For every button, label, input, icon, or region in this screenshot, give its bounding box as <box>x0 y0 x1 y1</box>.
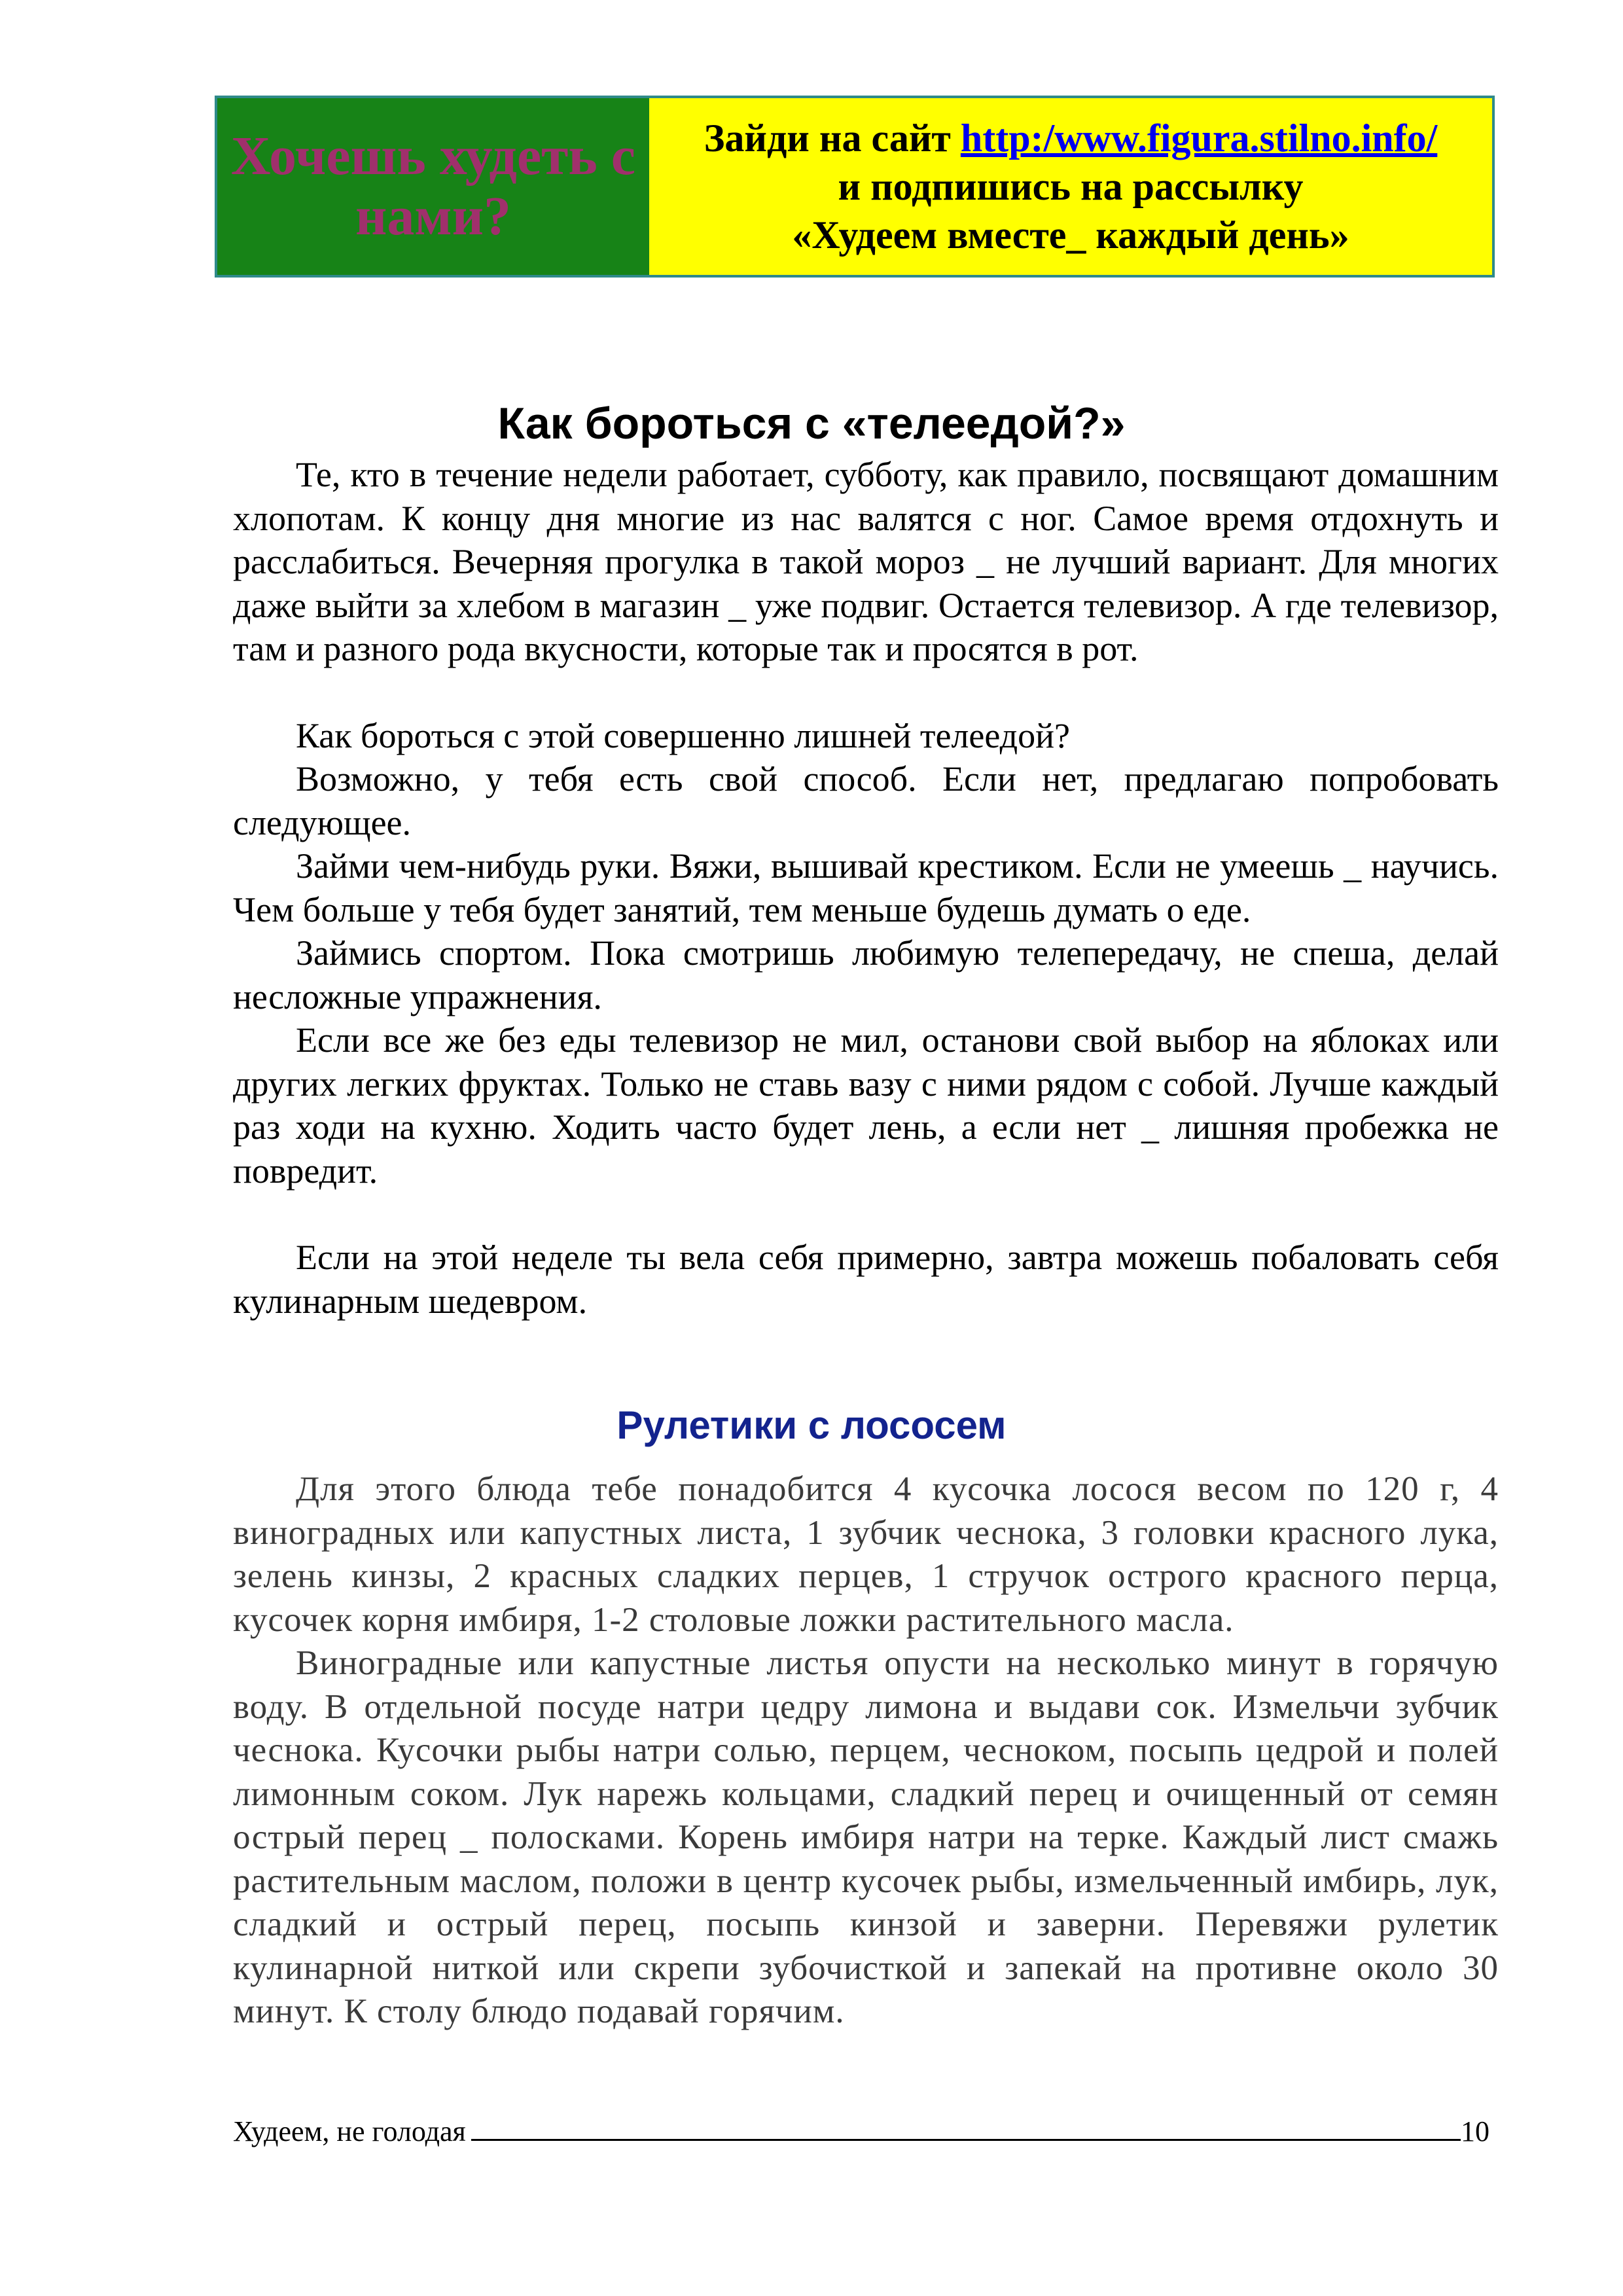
banner-prefix: Зайди на сайт <box>704 117 961 160</box>
banner-line-2: и подпишись на рассылку <box>838 165 1304 208</box>
paragraph: Те, кто в течение недели работает, субботу, как правило, посвящают домашним хлопотам. К концу дня многие из нас валятся с ног. Самое время отдохнуть и расслабиться. Вечерняя прогулка в такой мороз _ не лучший вариант. Для многих даже выйти за хлебом в магазин _ уже подвиг. Остается телевизор. А где телевизор, там и разного рода вкусности, которые так и просятся в рот. <box>233 455 1499 668</box>
banner-line-3: «Худеем вместе_ каждый день» <box>792 213 1349 257</box>
footer-title: Худеем, не голодая <box>233 2115 466 2147</box>
page-footer <box>233 2113 1489 2149</box>
paragraph: Для этого блюда тебе понадобится 4 кусочка лосося весом по 120 г, 4 виноградных или капустных листа, 1 зубчик чеснока, 3 головки красного лука, зелень кинзы, 2 красных сладких перцев, 1 стручок острого красного перца, кусочек корня имбиря, 1-2 столовые ложки растительного масла. <box>233 1470 1499 1639</box>
banner-line-1 <box>704 114 1438 162</box>
paragraph: Виноградные или капустные листья опусти на несколько минут в горячую воду. В отдельной посуде натри цедру лимона и выдави сок. Измельчи зубчик чеснока. Кусочки рыбы натри солью, перцем, чесноком, посыпь цедрой и полей лимонным соком. Лук нарежь кольцами, сладкий перец и очищенный от семян острый перец _ полосками. Корень имбиря натри на терке. Каждый лист смажь растительным маслом, положи в центр кусочек рыбы, измельченный имбирь, лук, сладкий и острый перец, посыпь кинзой и заверни. Перевяжи рулетик кулинарной ниткой или скрепи зубочисткой и запекай на противне около 30 минут. К столу блюдо подавай горячим. <box>233 1644 1499 2030</box>
paragraph: Как бороться с этой совершенно лишней телеедой? <box>296 715 1070 755</box>
promo-banner <box>215 96 1495 278</box>
article-title: Как бороться с «телеедой?» <box>497 399 1126 448</box>
banner-left-panel <box>217 98 649 275</box>
paragraph: Займись спортом. Пока смотришь любимую телепередачу, не спеша, делай несложные упражнения. <box>233 933 1499 1016</box>
article-body <box>233 453 1499 1323</box>
paragraph: Если на этой неделе ты вела себя примерно, завтра можешь побаловать себя кулинарным шедевром. <box>233 1238 1499 1321</box>
paragraph: Если все же без еды телевизор не мил, останови свой выбор на яблоках или других легких фруктах. Только не ставь вазу с ними рядом с собой. Лучше каждый раз ходи на кухню. Ходить часто будет лень, а если нет _ лишняя пробежка не повредит. <box>233 1020 1499 1191</box>
recipe-body <box>233 1467 1499 2034</box>
paragraph: Возможно, у тебя есть свой способ. Если нет, предлагаю попробовать следующее. <box>233 759 1499 842</box>
page-number: 10 <box>1461 2115 1489 2147</box>
recipe-title: Рулетики с лососем <box>616 1403 1007 1447</box>
footer-rule <box>471 2113 1461 2141</box>
banner-right-panel <box>649 98 1492 275</box>
banner-slogan: Хочешь худеть с нами? <box>230 126 636 247</box>
paragraph: Займи чем-нибудь руки. Вяжи, вышивай крестиком. Если не умеешь _ научись. Чем больше у тебя будет занятий, тем меньше будешь думать о еде. <box>233 846 1499 929</box>
site-link[interactable]: http:/www.figura.stilno.info/ <box>960 117 1438 160</box>
